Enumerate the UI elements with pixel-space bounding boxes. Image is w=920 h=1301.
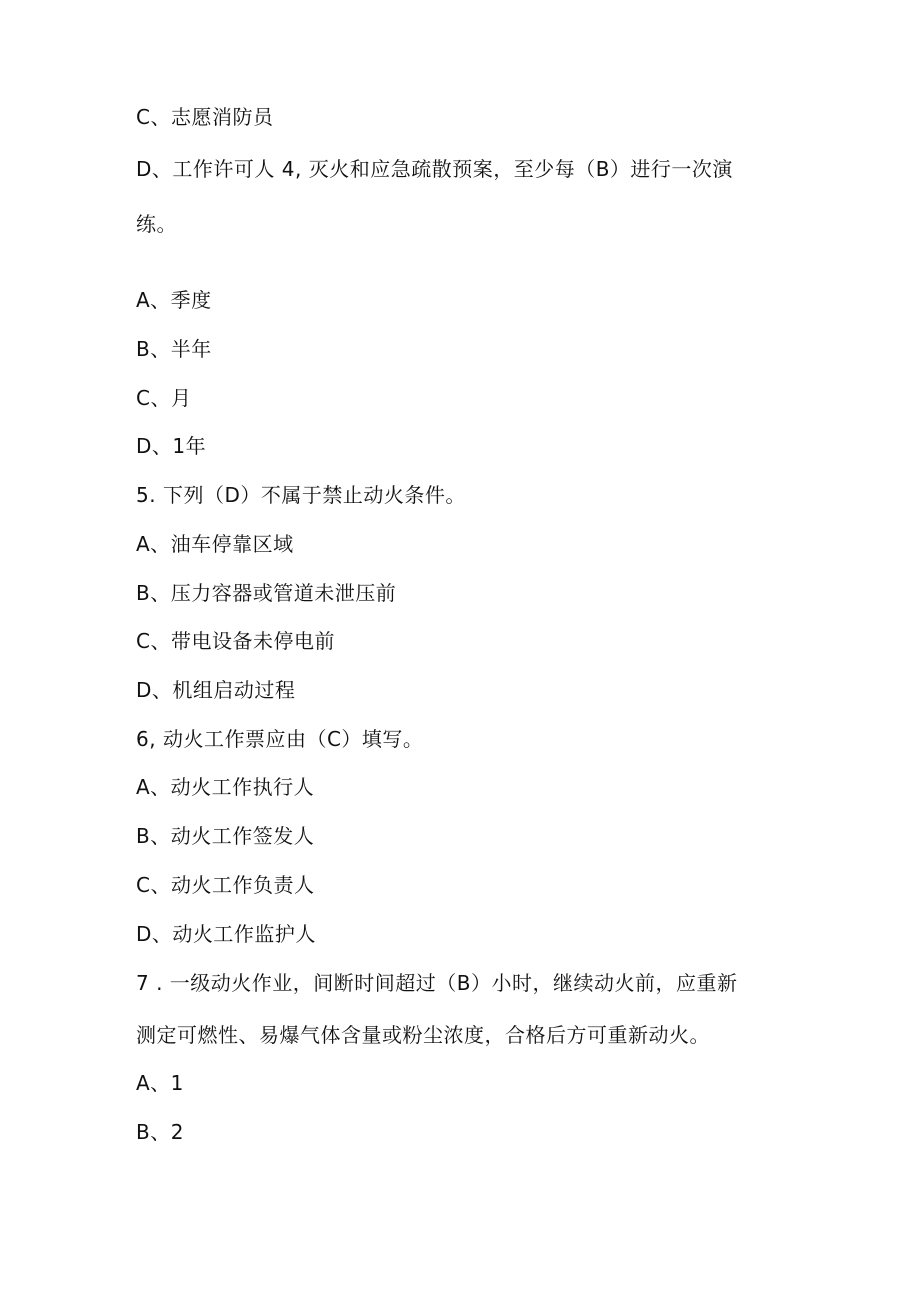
question-6: 6, 动火工作票应由（C）填写。 — [136, 727, 424, 751]
q6-option-a: A、动火工作执行人 — [136, 775, 315, 799]
q6-option-b: B、动火工作签发人 — [136, 824, 315, 848]
option-d-and-question-4: D、工作许可人 4, 灭火和应急疏散预案，至少每（B）进行一次演 — [136, 157, 733, 181]
q6-option-d: D、动火工作监护人 — [136, 922, 316, 946]
q4-option-c: C、月 — [136, 386, 192, 410]
question-4-continuation: 练。 — [136, 212, 177, 236]
q5-option-c: C、带电设备未停电前 — [136, 629, 335, 653]
q5-option-d: D、机组启动过程 — [136, 678, 296, 702]
q6-option-c: C、动火工作负责人 — [136, 873, 315, 897]
option-c-volunteer-firefighter: C、志愿消防员 — [136, 105, 274, 129]
question-5: 5. 下列（D）不属于禁止动火条件。 — [136, 483, 466, 507]
question-7-continuation: 测定可燃性、易爆气体含量或粉尘浓度，合格后方可重新动火。 — [136, 1023, 710, 1047]
q5-option-b: B、压力容器或管道未泄压前 — [136, 581, 397, 605]
q7-option-a: A、1 — [136, 1071, 184, 1095]
q4-option-b: B、半年 — [136, 337, 212, 361]
q7-option-b: B、2 — [136, 1120, 184, 1144]
q4-option-a: A、季度 — [136, 288, 212, 312]
q5-option-a: A、油车停靠区域 — [136, 532, 294, 556]
q4-option-d: D、1年 — [136, 434, 207, 458]
question-7: 7 . 一级动火作业，间断时间超过（B）小时，继续动火前，应重新 — [136, 971, 738, 995]
